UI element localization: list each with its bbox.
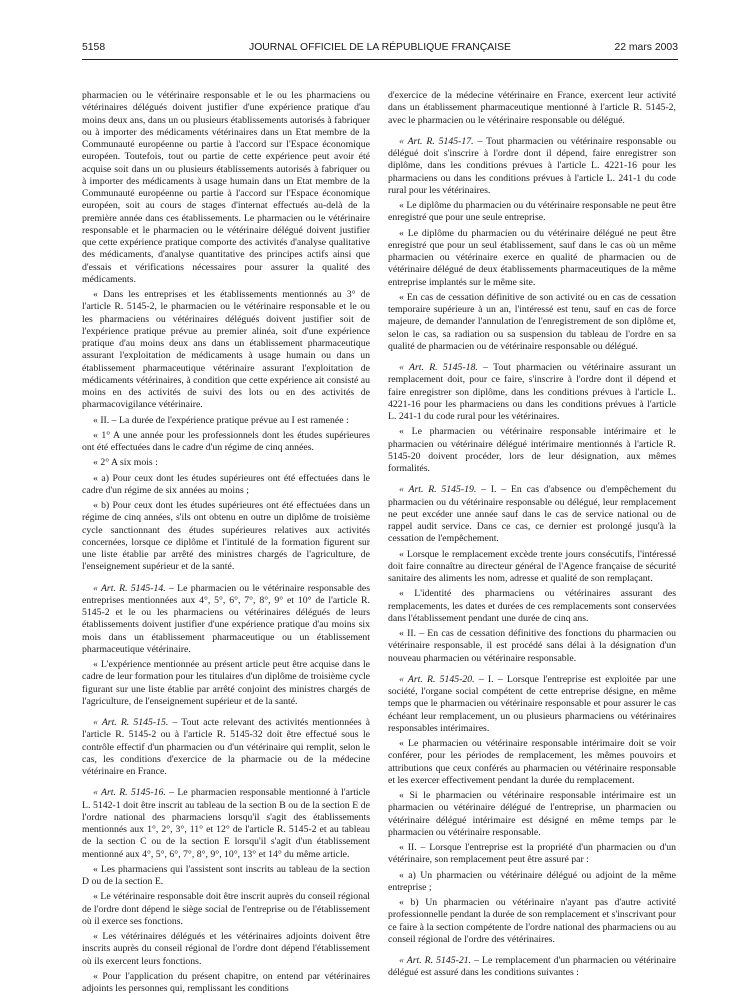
publication-date: 22 mars 2003 [614, 42, 678, 53]
paragraph-text: « Le diplôme du pharmacien ou du vétérinaire responsable ne peut être enregistré que pour une seule entreprise. [388, 200, 676, 224]
paragraph [82, 473, 370, 498]
paragraph-text: « Le diplôme du pharmacien ou du vétérinaire délégué ne peut être enregistré que pour un seul établissement, sauf dans le cas où un même pharmacien ou vétérinaire exerce en qualité de pharmacien ou de vétérinaire délégué de deux établissements pharmaceutiques de la même entreprise implantés sur le même site. [388, 227, 676, 288]
paragraph [82, 430, 370, 455]
paragraph-text: « Si le pharmacien ou vétérinaire responsable intérimaire est un pharmacien ou vétérinaire délégué de l'entreprise, un pharmacien ou vétérinaire délégué intérimaire est désigné en même temps par le pharmacien ou vétérinaire responsable. [388, 790, 676, 838]
paragraph-text: « 1° A une année pour les professionnels dont les études supérieures ont été effectuées dans le cadre d'un régime de cinq années. [82, 429, 370, 453]
header-rule [82, 59, 678, 60]
paragraph [388, 588, 676, 625]
article-paragraph [388, 955, 676, 980]
paragraph [388, 90, 676, 127]
paragraph-text: « b) Pour ceux dont les études supérieures ont été effectuées dans un régime de cinq années, s'ils ont obtenu en outre un diplôme de troisième cycle sanctionnant des études supérieures relatives aux activités concernées, lorsque ce diplôme et l'intitulé de la formation figurent sur une liste établie par arrêté des ministres chargés de l'agriculture, de l'enseignement supérieur et de la santé. [82, 500, 370, 573]
article-reference: « Art. R. 5145-20. [399, 673, 475, 685]
paragraph-text: – Le pharmacien responsable mentionné à l'article L. 5142-1 doit être inscrit au tableau de la section B ou de la section E de l'ordre national des pharmaciens lorsqu'il s'agit des établissements mentionnés aux 1°, 2°, 3°, 11° et 12° de l'article R. 5145-2 et au tableau de la section C ou de la section E lorsqu'il s'agit d'un établissement mentionné aux 4°, 5°, 6°, 7°, 8°, 9°, 10°, 13° et 14° du même article. [82, 787, 370, 860]
paragraph-text: « II. – La durée de l'expérience pratique prévue au I est ramenée : [93, 414, 349, 426]
paragraph-text: pharmacien ou le vétérinaire responsable et le ou les pharmaciens ou vétérinaires délégués doivent justifier d'une expérience pratique d'au moins deux ans, dans un ou plusieurs établissements autorisés à fabriquer ou à importer des médicaments vétérinaires dans un Etat membre de la Communauté européenne ou partie à l'accord sur l'Espace économique européen. Toutefois, tout ou partie de cette expérience peut avoir été acquise soit dans un ou plusieurs établissements autorisés à fabriquer ou à importer des médicaments à usage humain dans un Etat membre de la Communauté européenne ou partie à l'accord sur l'Espace économique européen, soit au cours de stages d'internat effectués au-delà de la première année dans ces établissements. Le pharmacien ou le vétérinaire responsable et le pharmacien ou le vétérinaire délégué doivent justifier que cette expérience pratique comporte des activités d'analyse qualitative des médicaments, d'analyse quantitative des principes actifs ainsi que d'essais et vérifications nécessaires pour assurer la qualité des médicaments. [82, 90, 370, 285]
paragraph [388, 549, 676, 586]
paragraph [388, 897, 676, 946]
paragraph-text: – Tout pharmacien ou vétérinaire assurant un remplacement doit, pour ce faire, s'inscrire à l'ordre dont il dépend et faire enregistrer son diplôme, dans les conditions prévues à l'article L. 4221-16 pour les pharmaciens ou dans les conditions prévues à l'article L. 241-1 du code rural pour les vétérinaires. [388, 362, 676, 422]
paragraph-text: « Les vétérinaires délégués et les vétérinaires adjoints doivent être inscrits auprès du conseil régional de l'ordre dont dépend l'établissement où ils exercent leurs fonctions. [82, 931, 370, 967]
article-reference: « Art. R. 5145-16. [93, 787, 166, 799]
paragraph-text: – I. – En cas d'absence ou d'empêchement du pharmacien ou du vétérinaire responsable ou délégué, leur remplacement ne peut excéder une année sauf dans le cas de service national ou de rappel audit service. Dans ce cas, ce dernier est prolongé jusqu'à la cessation de l'empêchement. [388, 484, 676, 545]
page-number: 5158 [82, 42, 106, 53]
article-reference: « Art. R. 5145-17. [399, 135, 474, 147]
article-paragraph [388, 674, 676, 735]
paragraph [388, 738, 676, 787]
paragraph-text: « II. – Lorsque l'entreprise est la propriété d'un pharmacien ou d'un vétérinaire, son remplacement peut être assuré par : [388, 842, 676, 866]
paragraph-text: « L'expérience mentionnée au présent article peut être acquise dans le cadre de leur formation pour les titulaires d'un diplôme de troisième cycle figurant sur une liste établie par arrêté conjoint des ministres chargés de l'agriculture, de l'enseignement supérieur et de la santé. [82, 659, 370, 707]
paragraph [82, 457, 370, 469]
paragraph-text: « Les pharmaciens qui l'assistent sont inscrits au tableau de la section D ou de la section E. [82, 863, 370, 887]
paragraph [82, 931, 370, 968]
article-paragraph [388, 484, 676, 545]
paragraph-text: « Lorsque le remplacement excède trente jours consécutifs, l'intéressé doit faire connaître au directeur général de l'Agence française de sécurité sanitaire des aliments les nom, adresse et qualité de son remplaçant. [388, 548, 676, 584]
paragraph [82, 90, 370, 286]
paragraph-text: « Le pharmacien ou vétérinaire responsable intérimaire et le pharmacien ou vétérinaire délégué intérimaire mentionnés à l'article R. 5145-20 doivent procéder, lors de leur désignation, aux mêmes formalités. [388, 426, 676, 474]
paragraph [82, 289, 370, 412]
page-header [82, 40, 678, 56]
paragraph [82, 659, 370, 708]
paragraph-text: « b) Un pharmacien ou vétérinaire n'ayant pas d'autre activité professionnelle pendant la durée de son remplacement et s'inscrivant pour ce faire à la section compétente de l'ordre national des pharmaciens ou au conseil régional de l'ordre des vétérinaires. [388, 897, 676, 945]
paragraph-text: « En cas de cessation définitive de son activité ou en cas de cessation temporaire supérieure à un an, l'intéressé est tenu, sauf en cas de force majeure, de demander l'annulation de l'enregistrement de son diplôme et, selon le cas, sa radiation ou sa suspension du tableau de l'ordre en sa qualité de pharmacien ou de vétérinaire responsable ou délégué. [388, 291, 676, 352]
paragraph-text: d'exercice de la médecine vétérinaire en France, exercent leur activité dans un établissement pharmaceutique mentionné à l'article R. 5145-2, avec le pharmacien ou le vétérinaire responsable ou délégué. [388, 90, 676, 126]
paragraph [388, 228, 676, 289]
left-column [82, 90, 370, 994]
article-reference: « Art. R. 5145-15. [93, 717, 169, 728]
paragraph-text: « Dans les entreprises et les établissements mentionnés au 3° de l'article R. 5145-2, le pharmacien ou le vétérinaire responsable et le ou les pharmaciens ou vétérinaires délégués doivent justifier soit de l'expérience pratique prévue au premier alinéa, soit d'une expérience pratique d'au moins deux ans dans un établissement pharmaceutique assurant l'exploitation de médicaments à usage humain ou dans un établissement pharmaceutique vétérinaire assurant l'exploitation de médicaments vétérinaires, à condition que cette expérience ait consisté au moins en des activités de suivi des lots ou en des activités de pharmacovigilance vétérinaire. [82, 289, 370, 411]
article-reference: « Art. R. 5145-19. [399, 484, 477, 496]
article-reference: « Art. R. 5145-18. [399, 362, 478, 373]
paragraph [388, 200, 676, 225]
paragraph-text: – Tout acte relevant des activités mentionnées à l'article R. 5145-2 ou à l'article R. 5145-32 doit être effectué sous le contrôle effectif d'un pharmacien ou d'un vétérinaire qui remplit, selon le cas, les conditions d'exercice de la pharmacie ou de la médecine vétérinaire en France. [82, 717, 370, 777]
journal-title: JOURNAL OFFICIEL DE LA RÉPUBLIQUE FRANÇAISE [249, 42, 511, 53]
paragraph-text: « Pour l'application du présent chapitre, on entend par vétérinaires adjoints les personnes qui, remplissant les conditions [82, 970, 370, 994]
paragraph-text: « II. – En cas de cessation définitive des fonctions du pharmacien ou vétérinaire responsable, il est procédé sans délai à la désignation d'un nouveau pharmacien ou vétérinaire responsable. [388, 628, 676, 664]
article-paragraph [82, 583, 370, 657]
paragraph [82, 971, 370, 995]
article-reference: « Art. R. 5145-21. [399, 955, 472, 966]
paragraph-text: « a) Un pharmacien ou vétérinaire délégué ou adjoint de la même entreprise ; [388, 869, 676, 893]
paragraph [82, 500, 370, 574]
article-reference: « Art. R. 5145-14. [93, 582, 166, 594]
article-paragraph [82, 717, 370, 778]
paragraph-text: – I. – Lorsque l'entreprise est exploitée par une société, l'organe social compétent de cette entreprise désigne, en même temps que le pharmacien ou vétérinaire responsable et pour assurer le cas échéant leur remplacement, un ou plusieurs pharmaciens ou vétérinaires responsables intérimaires. [388, 673, 676, 734]
paragraph [82, 415, 370, 427]
paragraph-text: « L'identité des pharmaciens ou vétérinaires assurant des remplacements, les dates et durées de ces remplacements sont conservées dans l'établissement pendant une durée de cinq ans. [388, 588, 676, 624]
paragraph [388, 292, 676, 353]
paragraph [388, 842, 676, 867]
paragraph-text: – Tout pharmacien ou vétérinaire responsable ou délégué doit s'inscrire à l'ordre dont il dépend, faire enregistrer son diplôme, dans les conditions prévues à l'article L. 4221-16 pour les pharmaciens ou dans les conditions prévues à l'article L. 241-1 du code rural pour les vétérinaires. [388, 135, 676, 196]
paragraph-text: « 2° A six mois : [93, 457, 158, 469]
paragraph-text: « Le pharmacien ou vétérinaire responsable intérimaire doit se voir conférer, pour les périodes de remplacement, les mêmes pouvoirs et attributions que ceux conférés au pharmacien ou vétérinaire responsable et les exercer effectivement pendant la durée du remplacement. [388, 738, 676, 786]
article-paragraph [388, 136, 676, 197]
paragraph-text: – Le remplacement d'un pharmacien ou vétérinaire délégué est assuré dans les conditions suivantes : [388, 955, 676, 979]
paragraph [388, 790, 676, 839]
paragraph-text: – Le pharmacien ou le vétérinaire responsable des entreprises mentionnées aux 4°, 5°, 6°, 7°, 8°, 9° et 10° de l'article R. 5145-2 et le ou les pharmaciens ou vétérinaires délégués de leurs établissements doivent justifier d'une expérience pratique d'au moins six mois dans un établissement pharmaceutique ou un établissement pharmaceutique vétérinaire. [82, 582, 370, 655]
right-column [388, 90, 676, 978]
article-paragraph [388, 362, 676, 423]
paragraph-text: « Le vétérinaire responsable doit être inscrit auprès du conseil régional de l'ordre dont dépend le siège social de l'entreprise ou de l'établissement où il exerce ses fonctions. [82, 891, 370, 927]
paragraph [388, 628, 676, 665]
paragraph [82, 891, 370, 928]
paragraph [388, 426, 676, 475]
paragraph [388, 870, 676, 895]
paragraph-text: « a) Pour ceux dont les études supérieures ont été effectuées dans le cadre d'un régime de six années au moins ; [82, 472, 370, 496]
paragraph [82, 864, 370, 889]
article-paragraph [82, 787, 370, 861]
